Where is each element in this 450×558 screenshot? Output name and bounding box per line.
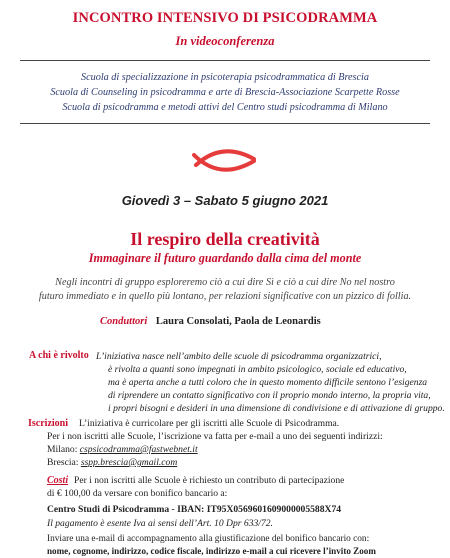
fish-symbol-icon — [190, 145, 260, 175]
audience-text-cont — [108, 363, 445, 415]
school-line: Scuola di psicodramma e metodi attivi del Centro studi psicodramma di Milano — [62, 102, 388, 113]
audience-line: ma è aperta anche a tutti coloro che in questo momento difficile sentono l’esigenza — [108, 377, 428, 388]
audience-line: L’iniziativa nasce nell’ambito delle scuole di psicodramma organizzatrici, — [96, 351, 382, 362]
event-title: Il respiro della creatività — [130, 229, 320, 249]
intro-line: Negli incontri di gruppo esploreremo ciò a cui dire Sì e ciò a cui dire No nel nostro — [55, 277, 395, 288]
brescia-label: Brescia: — [47, 457, 79, 468]
audience-line: è rivolta a quanti sono impegnati in ambito psicologico, sociale ed educativo, — [108, 364, 407, 375]
event-date: Giovedì 3 – Sabato 5 giugno 2021 — [121, 193, 329, 208]
event-intro — [0, 276, 450, 304]
costs-line: Per i non iscritti alle Scuole è richiesto un contributo di partecipazione — [74, 475, 345, 486]
leaders-names: Laura Consolati, Paola de Leonardis — [155, 316, 321, 327]
costs-line: di € 100,00 da versare con bonifico bancario a: — [47, 488, 228, 499]
registration-label: Iscrizioni — [28, 418, 68, 429]
costs-label: Costi — [47, 475, 69, 486]
registration-line: Per i non iscritti alle Scuole, l’iscrizione va fatta per e-mail a uno dei seguenti indirizzi: — [47, 431, 383, 442]
registration-brescia — [47, 457, 177, 470]
intro-line: futuro immediato e in quello più lontano, per relazioni significative con un pizzico di follia. — [38, 291, 412, 302]
page-title: INCONTRO INTENSIVO DI PSICODRAMMA — [72, 10, 378, 26]
audience-line: i propri bisogni e desideri in una dimensione di condivisione e di attivazione di gruppo. — [108, 403, 445, 414]
leaders — [100, 316, 321, 327]
schools-list — [0, 70, 450, 115]
brescia-email-link[interactable]: sspp.brescia@gmail.com — [80, 457, 178, 468]
event-subtitle: Immaginare il futuro guardando dalla cima del monte — [88, 251, 362, 265]
registration-milano — [47, 444, 198, 457]
bank-details: Centro Studi di Psicodramma - IBAN: IT95X0569601609000005588X74 — [47, 504, 342, 515]
tax-note: Il pagamento è esente Iva ai sensi dell’Art. 10 Dpr 633/72. — [47, 518, 273, 529]
school-line: Scuola di Counseling in psicodramma e arte di Brescia-Associazione Scarpette Rosse — [50, 87, 400, 98]
required-fields: nome, cognome, indirizzo, codice fiscale, indirizzo e-mail a cui ricevere l’invito Zoom — [47, 546, 376, 556]
milano-label: Milano: — [47, 444, 78, 455]
audience-label: A chi è rivolto — [29, 350, 89, 361]
send-instructions: Inviare una e-mail di accompagnamento alla giustificazione del bonifico bancario con: — [47, 534, 370, 544]
registration-line: L’iniziativa è curricolare per gli iscritti alle Scuole di Psicodramma. — [79, 418, 340, 429]
audience-line: di riprendere un contatto significativo con il proprio mondo interno, la propria vita, — [108, 390, 431, 401]
audience-text — [96, 350, 381, 363]
schools-divider — [20, 123, 430, 124]
milano-email-link[interactable]: cspsicodramma@fastwebnet.it — [79, 444, 198, 455]
school-line: Scuola di specializzazione in psicoterapia psicodrammatica di Brescia — [81, 72, 369, 83]
top-divider — [20, 60, 430, 61]
page-subtitle: In videoconferenza — [175, 34, 275, 48]
leaders-label: Conduttori — [100, 316, 148, 327]
